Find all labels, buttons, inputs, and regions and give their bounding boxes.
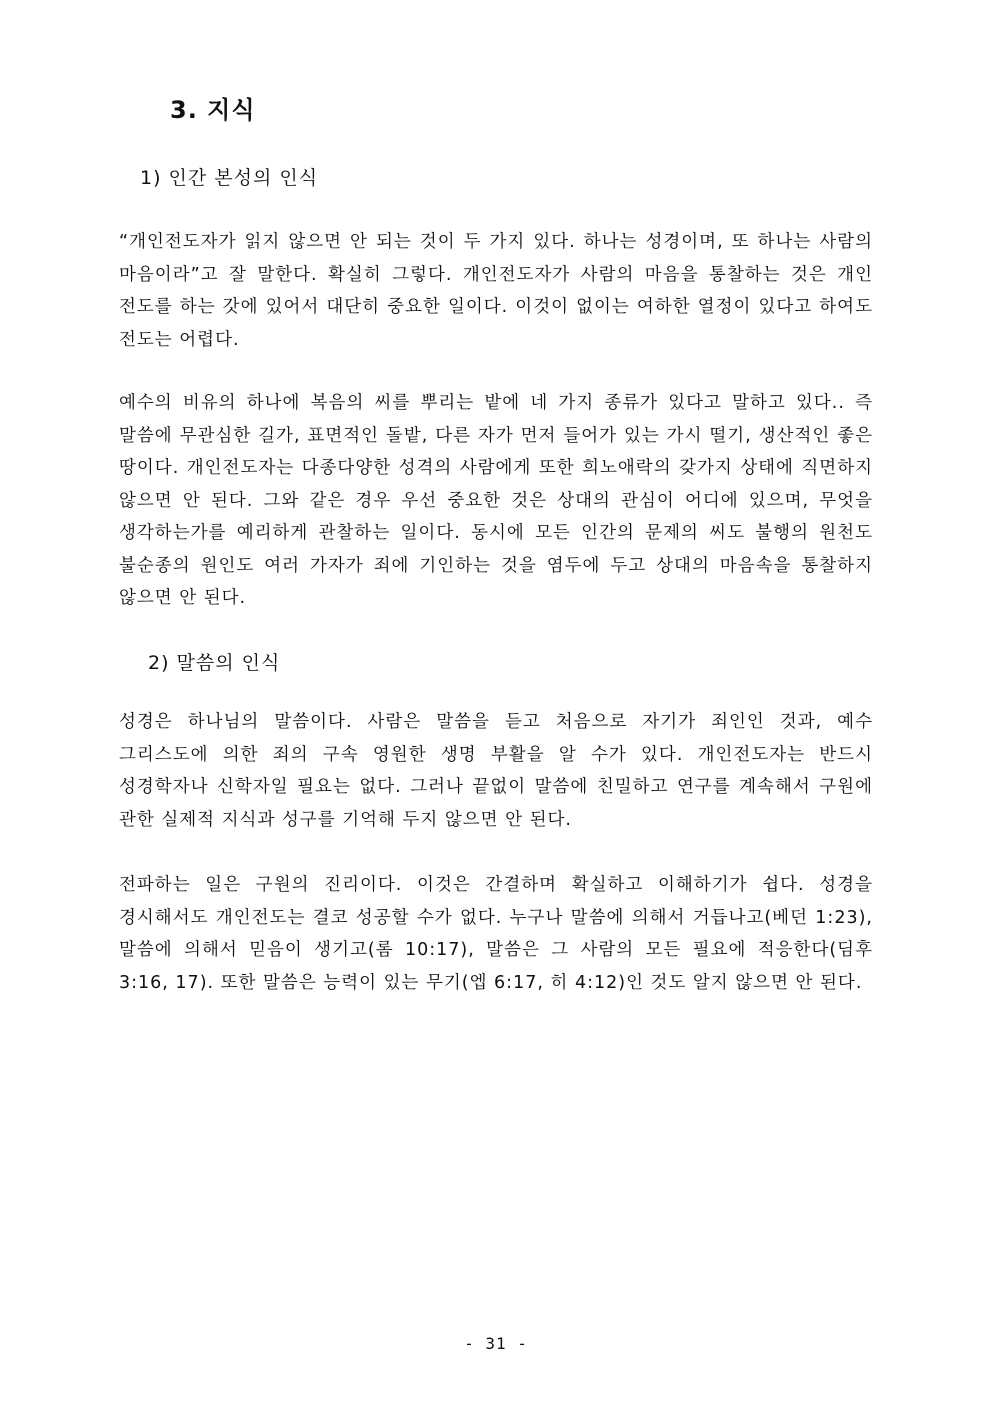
page-number: - 31 - — [464, 1334, 528, 1353]
paragraph: 전파하는 일은 구원의 진리이다. 이것은 간결하며 확실하고 이해하기가 쉽다. 성경을 경시해서도 개인전도는 결코 성공할 수가 없다. 누구나 말씀에 의해서 거듭나고(베던 1:23), 말씀에 의해서 믿음이 생기고(롬 10:17), 말씀은 그 사람의 모든 필요에 적응한다(딤후 3:16, 17). 또한 말씀은 능력이 있는 무기(엡 6:17, 히 4:12)인 것도 알지 않으면 안 된다. — [119, 875, 873, 993]
section-title: 3. 지식 — [170, 96, 256, 124]
paragraph: 예수의 비유의 하나에 복음의 씨를 뿌리는 밭에 네 가지 종류가 있다고 말하고 있다.. 즉 말씀에 무관심한 길가, 표면적인 돌밭, 다른 자가 먼저 들어가 있는 가시 떨기, 생산적인 좋은 땅이다. 개인전도자는 다종다양한 성격의 사람에게 또한 희노애락의 갖가지 상태에 직면하지 않으면 안 된다. 그와 같은 경우 우선 중요한 것은 상대의 관심이 어디에 있으며, 무엇을 생각하는가를 예리하게 관찰하는 일이다. 동시에 모든 인간의 문제의 씨도 불행의 원천도 불순종의 원인도 여러 가자가 죄에 기인하는 것을 염두에 두고 상대의 마음속을 통찰하지 않으면 안 된다. — [119, 393, 873, 608]
subsection-title-human-nature: 1) 인간 본성의 인식 — [140, 167, 319, 189]
paragraph: 성경은 하나님의 말씀이다. 사람은 말씀을 듣고 처음으로 자기가 죄인인 것과, 예수 그리스도에 의한 죄의 구속 영원한 생명 부활을 알 수가 있다. 개인전도자는 반드시 성경학자나 신학자일 필요는 없다. 그러나 끝없이 말씀에 친밀하고 연구를 계속해서 구원에 관한 실제적 지식과 성구를 기억해 두지 않으면 안 된다. — [119, 712, 873, 830]
subsection-title-word: 2) 말씀의 인식 — [148, 652, 281, 674]
paragraph: “개인전도자가 읽지 않으면 안 되는 것이 두 가지 있다. 하나는 성경이며, 또 하나는 사람의 마음이라”고 잘 말한다. 확실히 그렇다. 개인전도자가 사람의 마음을 통찰하는 것은 개인 전도를 하는 갓에 있어서 대단히 중요한 일이다. 이것이 없이는 여하한 열정이 있다고 하여도 전도는 어렵다. — [119, 232, 873, 350]
